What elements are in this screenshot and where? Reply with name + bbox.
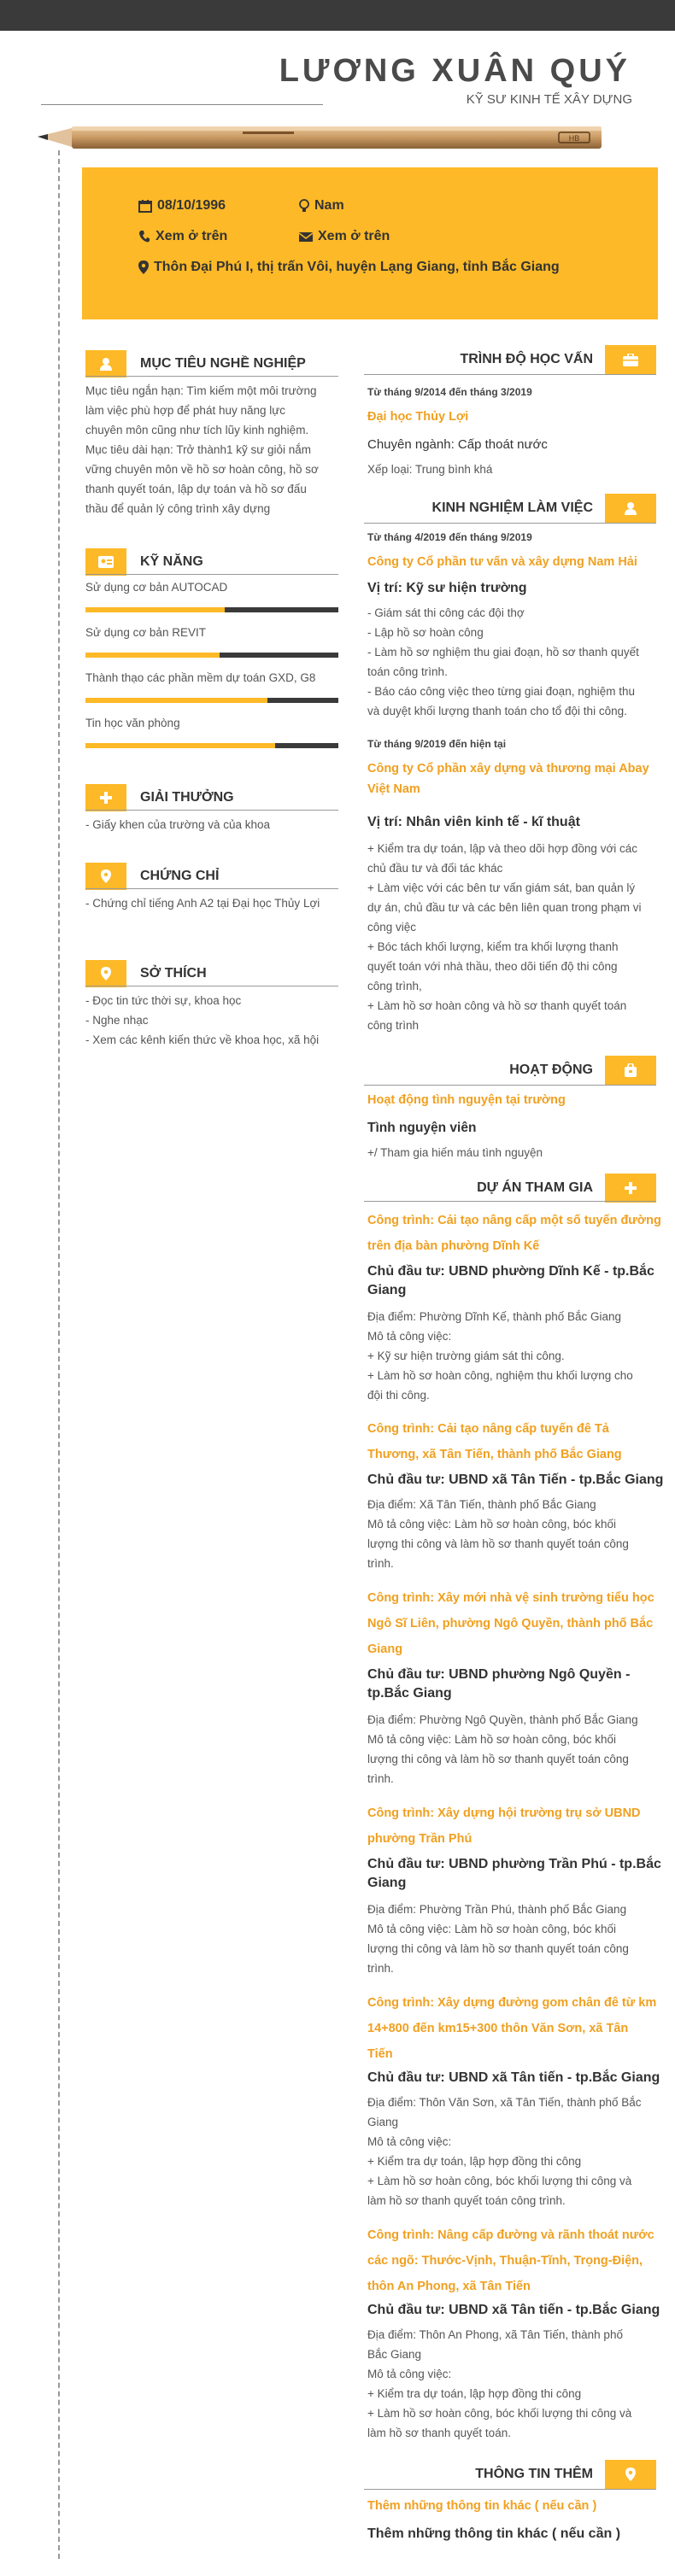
objective-line: chuyên môn cũng như tích lũy kinh nghiệm. <box>85 424 309 436</box>
certs-title: CHỨNG CHỈ <box>140 869 220 883</box>
project-name <box>367 1800 641 1852</box>
job-detail-line: + Kiểm tra dự toán, lập và theo dõi hợp đồng với các <box>367 842 638 855</box>
address-item <box>138 260 560 275</box>
education-grade: Xếp loại: Trung bình khá <box>367 463 493 476</box>
project-detail-line: + Làm hồ sơ hoàn công, bóc khối lượng thi công và <box>367 2175 632 2187</box>
skill-bar <box>85 698 338 703</box>
project-detail-line: Địa điểm: Xã Tân Tiến, thành phố Bắc Giang <box>367 1498 596 1511</box>
activities-divider <box>364 1085 656 1086</box>
project-name <box>367 1990 656 2067</box>
job-role: Vị trí: Nhân viên kinh tế - kĩ thuật <box>367 815 580 829</box>
project-owner <box>367 1855 661 1893</box>
projects-divider <box>364 1201 656 1202</box>
education-date: Từ tháng 9/2014 đến tháng 3/2019 <box>367 386 532 398</box>
additional-org: Thêm những thông tin khác ( nếu cần ) <box>367 2499 597 2513</box>
gender-value: Nam <box>314 198 344 213</box>
skills-divider <box>85 574 338 575</box>
certs-text: - Chứng chỉ tiếng Anh A2 tại Đại học Thủy Lợi <box>85 897 320 910</box>
project-owner-line: Giang <box>367 1876 407 1890</box>
project-detail-line: + Kiểm tra dự toán, lập hợp đồng thi công <box>367 2387 582 2400</box>
project-owner-line: tp.Bắc Giang <box>367 1686 452 1701</box>
education-section-header <box>364 345 656 374</box>
education-title: TRÌNH ĐỘ HỌC VẤN <box>460 352 593 366</box>
project-detail-line: Địa điểm: Phường Ngô Quyền, thành phố Bắc Giang <box>367 1713 638 1726</box>
additional-title: THÔNG TIN THÊM <box>475 2467 593 2481</box>
project-detail-line: Mô tả công việc: Làm hồ sơ hoàn công, bóc khối <box>367 1923 617 1935</box>
job-detail-line: chủ đầu tư và đối tác khác <box>367 862 503 875</box>
project-owner <box>367 1666 630 1703</box>
header-divider <box>41 104 323 105</box>
skill-bar-fill <box>85 698 267 703</box>
timeline-dashed-line <box>58 150 60 2559</box>
project-name-line: trên địa bàn phường Dĩnh Kế <box>367 1239 540 1253</box>
additional-role: Thêm những thông tin khác ( nếu cần ) <box>367 2526 621 2541</box>
project-name-line: Công trình: Xây dựng hội trường trụ sở UBND <box>367 1806 641 1820</box>
education-divider <box>364 374 656 375</box>
project-name-line: các ngõ: Thước-Vịnh, Thuận-Tĩnh, Trọng-Điện, <box>367 2254 643 2268</box>
project-detail-line: Mô tả công việc: Làm hồ sơ hoàn công, bóc khối <box>367 1733 617 1746</box>
top-bar <box>0 0 675 31</box>
project-name-line: Giang <box>367 1642 403 1656</box>
project-detail-line: làm hồ sơ thanh quyết toán công trình. <box>367 2194 566 2207</box>
location-icon <box>85 960 126 987</box>
project-details <box>367 2093 642 2210</box>
user-icon <box>605 494 656 523</box>
job-detail-line: và duyệt khối lượng thanh toán cho tổ đội thi công. <box>367 705 627 717</box>
job-details <box>367 839 642 1035</box>
phone-icon <box>138 230 150 243</box>
project-detail-line: Mô tả công việc: <box>367 1330 452 1343</box>
objective-line: vững chuyên môn về hồ sơ hoàn công, hồ sơ <box>85 463 319 476</box>
hobbies-list <box>85 991 319 1050</box>
objective-line: thanh quyết toán, lập dự toán và hồ sơ đấu <box>85 483 307 495</box>
gender-item <box>299 198 344 214</box>
project-owner: Chủ đầu tư: UBND xã Tân tiến - tp.Bắc Giang <box>367 2303 660 2317</box>
job-date: Từ tháng 9/2019 đến hiện tại <box>367 738 507 750</box>
project-detail-line: trình. <box>367 1962 394 1975</box>
awards-section-header <box>85 784 234 811</box>
phone-item <box>138 229 227 244</box>
job-company-line: Công ty Cổ phần xây dựng và thương mại Abay <box>367 762 649 776</box>
job-detail-line: công trình, <box>367 980 422 992</box>
briefcase-icon <box>605 345 656 374</box>
hobbies-title: SỞ THÍCH <box>140 966 207 981</box>
experience-title: KINH NGHIỆM LÀM VIỆC <box>431 501 593 515</box>
hobby-item: - Đọc tin tức thời sự, khoa học <box>85 994 242 1007</box>
bag-icon <box>605 1056 656 1085</box>
job-company-line: Việt Nam <box>367 782 420 796</box>
id-card-icon <box>85 548 126 576</box>
project-name <box>367 2222 654 2299</box>
job-role: Vị trí: Kỹ sư hiện trường <box>367 581 527 595</box>
project-name <box>367 1416 622 1467</box>
hobby-item: - Xem các kênh kiến thức về khoa học, xã hội <box>85 1033 320 1046</box>
job-detail-line: dự án, chủ đầu tư và các bên liên quan trong phạm vi <box>367 901 642 914</box>
calendar-icon <box>138 199 152 213</box>
objective-text <box>85 381 342 518</box>
project-detail-line: Mô tả công việc: Làm hồ sơ hoàn công, bóc khối <box>367 1518 617 1531</box>
lightbulb-icon <box>299 199 309 213</box>
project-detail-line: làm hồ sơ thanh quyết toán. <box>367 2427 511 2439</box>
project-detail-line: Giang <box>367 2116 399 2128</box>
objective-line: làm việc phù hợp để phát huy năng lực <box>85 404 286 417</box>
additional-divider <box>364 2489 656 2490</box>
job-detail-line: quyết toán với nhà thầu, theo dõi tiến độ thi công <box>367 960 618 973</box>
job-detail-line: - Làm hồ sơ nghiệm thu giai đoạn, hồ sơ thanh quyết <box>367 646 639 659</box>
dob-item <box>138 198 226 214</box>
job-detail-line: - Báo cáo công việc theo từng giai đoạn, nghiệm thu <box>367 685 635 698</box>
map-marker-icon <box>138 261 149 274</box>
hobby-item: - Nghe nhạc <box>85 1014 149 1027</box>
project-details <box>367 1710 638 1789</box>
skill-label: Tin học văn phòng <box>85 717 180 729</box>
project-detail-line: Bắc Giang <box>367 2348 422 2361</box>
email-item <box>299 229 390 244</box>
certs-section-header <box>85 863 219 890</box>
additional-section-header <box>364 2460 656 2489</box>
envelope-icon <box>299 231 313 243</box>
projects-section-header <box>364 1174 656 1203</box>
project-owner-line: Chủ đầu tư: UBND phường Ngô Quyền - <box>367 1667 631 1682</box>
project-detail-line: + Làm hồ sơ hoàn công, nghiệm thu khối lượng cho <box>367 1369 633 1382</box>
experience-section-header <box>364 494 656 523</box>
dob-value: 08/10/1996 <box>157 198 226 213</box>
project-detail-line: + Kỹ sư hiện trường giám sát thi công. <box>367 1349 565 1362</box>
project-owner: Chủ đầu tư: UBND xã Tân Tiến - tp.Bắc Giang <box>367 1472 664 1487</box>
plus-icon <box>85 784 126 811</box>
project-owner-line: Giang <box>367 1283 407 1297</box>
project-name-line: Công trình: Cải tạo nâng cấp tuyến đê Tả <box>367 1422 609 1436</box>
project-owner <box>367 1262 654 1300</box>
objective-line: Mục tiêu ngắn hạn: Tìm kiếm một môi trường <box>85 384 317 397</box>
project-owner: Chủ đầu tư: UBND xã Tân tiến - tp.Bắc Giang <box>367 2070 660 2085</box>
address-value: Thôn Đại Phú I, thị trấn Vôi, huyện Lạng Giang, tỉnh Bắc Giang <box>154 260 560 274</box>
project-detail-line: lượng thi công và làm hồ sơ thanh quyết toán công <box>367 1942 629 1955</box>
pencil-illustration <box>38 118 610 152</box>
skill-bar-fill <box>85 653 220 658</box>
plus-icon <box>605 1174 656 1203</box>
education-school: Đại học Thủy Lợi <box>367 410 469 424</box>
job-detail-line: + Làm hồ sơ hoàn công và hồ sơ thanh quyết toán <box>367 999 627 1012</box>
skill-bar <box>85 743 338 748</box>
project-owner-line: Chủ đầu tư: UBND phường Dĩnh Kế - tp.Bắc <box>367 1264 654 1279</box>
job-detail-line: + Bóc tách khối lượng, kiểm tra khối lượng thanh <box>367 940 619 953</box>
job-detail-line: - Giám sát thi công các đội thợ <box>367 606 525 619</box>
job-company <box>367 758 649 799</box>
project-detail-line: Địa điểm: Phường Dĩnh Kế, thành phố Bắc Giang <box>367 1310 622 1323</box>
job-detail-line: công việc <box>367 921 417 934</box>
job-detail-line: - Lập hồ sơ hoàn công <box>367 626 484 639</box>
project-detail-line: Địa điểm: Phường Trần Phú, thành phố Bắc Giang <box>367 1903 627 1916</box>
job-detail-line: công trình <box>367 1019 420 1032</box>
activities-section-header <box>364 1056 656 1085</box>
project-detail-line: lượng thi công và làm hồ sơ thanh quyết toán công <box>367 1753 629 1765</box>
project-name-line: Thương, xã Tân Tiến, thành phố Bắc Giang <box>367 1448 622 1461</box>
skill-label: Sử dụng cơ bản REVIT <box>85 626 206 639</box>
project-detail-line: Mô tả công việc: <box>367 2135 452 2148</box>
project-detail-line: trình. <box>367 1772 394 1785</box>
awards-divider <box>85 810 338 811</box>
project-name-line: phường Trần Phú <box>367 1832 472 1846</box>
job-date: Từ tháng 4/2019 đến tháng 9/2019 <box>367 531 532 543</box>
phone-value: Xem ở trên <box>156 229 228 243</box>
project-detail-line: + Làm hồ sơ hoàn công, bóc khối lượng thi công và <box>367 2407 632 2420</box>
awards-text: - Giấy khen của trường và của khoa <box>85 818 270 831</box>
hobbies-section-header <box>85 960 207 987</box>
location-icon <box>605 2460 656 2489</box>
project-detail-line: Mô tả công việc: <box>367 2368 452 2380</box>
job-detail-line: toán công trình. <box>367 665 448 678</box>
project-details <box>367 1307 633 1405</box>
activity-org: Hoạt động tình nguyện tại trường <box>367 1093 566 1107</box>
project-name-line: thôn An Phong, xã Tân Tiến <box>367 2280 531 2293</box>
job-details <box>367 603 639 721</box>
skill-bar-fill <box>85 743 275 748</box>
projects-title: DỰ ÁN THAM GIA <box>477 1180 593 1195</box>
skills-title: KỸ NĂNG <box>140 554 203 569</box>
objective-section-header <box>85 350 306 378</box>
project-name <box>367 1208 661 1259</box>
email-value: Xem ở trên <box>318 229 390 243</box>
project-name-line: Công trình: Xây dựng đường gom chân đê từ km <box>367 1996 657 2010</box>
project-detail-line: + Kiểm tra dự toán, lập hợp đồng thi công <box>367 2155 582 2168</box>
project-name-line: 14+800 đến km15+300 thôn Văn Sơn, xã Tân <box>367 2022 629 2035</box>
svg-text:HB: HB <box>568 134 580 143</box>
project-name <box>367 1585 654 1662</box>
project-name-line: Ngô Sĩ Liên, phường Ngô Quyền, thành phố Bắc <box>367 1617 654 1630</box>
activity-text: +/ Tham gia hiến máu tình nguyện <box>367 1146 543 1159</box>
job-company: Công ty Cổ phần tư vấn và xây dựng Nam Hải <box>367 555 637 569</box>
awards-title: GIẢI THƯỞNG <box>140 790 234 805</box>
skill-bar <box>85 607 338 612</box>
project-detail-line: Địa điểm: Thôn Văn Sơn, xã Tân Tiến, thành phố Bắc <box>367 2096 642 2109</box>
project-owner-line: Chủ đầu tư: UBND phường Trần Phú - tp.Bắc <box>367 1857 661 1871</box>
project-detail-line: trình. <box>367 1557 394 1570</box>
objective-line: Mục tiêu dài hạn: Trở thành1 kỹ sư giỏi nắm <box>85 443 312 456</box>
skill-bar <box>85 653 338 658</box>
project-name-line: Công trình: Xây mới nhà vệ sinh trường tiểu học <box>367 1591 654 1605</box>
skills-section-header <box>85 548 203 576</box>
candidate-name: LƯƠNG XUÂN QUÝ <box>279 53 631 89</box>
project-detail-line: lượng thi công và làm hồ sơ thanh quyết toán công <box>367 1537 629 1550</box>
project-details <box>367 2325 631 2443</box>
project-details <box>367 1495 629 1573</box>
activities-title: HOẠT ĐỘNG <box>509 1063 593 1077</box>
certs-divider <box>85 888 338 889</box>
objective-title: MỤC TIÊU NGHỀ NGHIỆP <box>140 356 306 371</box>
education-major: Chuyên ngành: Cấp thoát nước <box>367 437 548 452</box>
activity-role: Tình nguyện viên <box>367 1121 477 1135</box>
job-detail-line: + Làm việc với các bên tư vấn giám sát, ban quản lý <box>367 881 636 894</box>
skill-bar-fill <box>85 607 225 612</box>
experience-divider <box>364 523 656 524</box>
project-name-line: Công trình: Cải tạo nâng cấp một số tuyến đường <box>367 1214 661 1227</box>
project-detail-line: đội thi công. <box>367 1389 430 1402</box>
job-title: KỸ SƯ KINH TẾ XÂY DỰNG <box>466 92 632 107</box>
skill-label: Thành thạo các phần mềm dự toán GXD, G8 <box>85 671 316 684</box>
objective-line: thầu để quản lý công trình xây dựng <box>85 502 271 515</box>
skill-label: Sử dụng cơ bản AUTOCAD <box>85 581 228 594</box>
project-name-line: Công trình: Nâng cấp đường và rãnh thoát nước <box>367 2228 654 2242</box>
location-icon <box>85 863 126 890</box>
project-details <box>367 1900 629 1978</box>
project-name-line: Tiến <box>367 2047 393 2061</box>
project-detail-line: Địa điểm: Thôn An Phong, xã Tân Tiến, thành phố <box>367 2328 623 2341</box>
objective-divider <box>85 376 338 377</box>
user-icon <box>85 350 126 378</box>
